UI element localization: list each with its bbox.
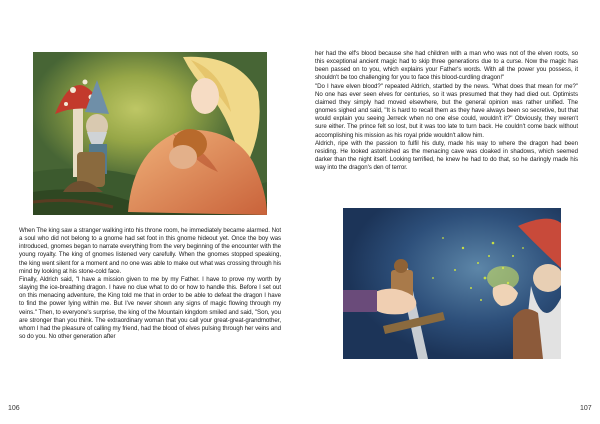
right-illustration <box>343 208 561 359</box>
gnome-and-elf-woman-illustration <box>33 52 267 215</box>
paragraph: When The king saw a stranger walking into his throne room, he immediately became alarmed. Not a soul who did not belong to a gnome had set foot in this gnome hideout yet. Once the boy was introduced, gnomes began to narrate everything from the very beginning of the encounter with the young royalty. The king of gnomes listened very carefully. When the gnomes stopped speaking, the king went silent for a moment and no one was able to make out what was crossing through his mind by looking at his stone-cold face. <box>19 227 281 275</box>
paragraph: her had the elf's blood because she had children with a man who was not of the elven roots, so this exceptional ancient magic had to skip three generations due to a curse. Now the magic has been passed on to you, which explains your Father's words. With all the power you possess, it shouldn't be too challenging for you to face this blood-curdling dragon!" <box>315 50 578 82</box>
paragraph: Aldrich, ripe with the passion to fulfil his duty, made his way to where the dragon had been residing. He looked astonished as the menacing cave was cloaked in shadows, which seemed darker than the night itself. Looking terrified, he knew he had to do that, so he daringly made his way into the dragon's den of terror. <box>315 139 578 172</box>
left-page-text <box>19 227 281 341</box>
page-number-right: 107 <box>580 405 592 412</box>
sword-and-magic-sparkles-illustration <box>343 208 561 359</box>
left-illustration <box>33 52 267 215</box>
page-number-left: 106 <box>8 405 20 412</box>
right-page <box>300 0 600 424</box>
paragraph: "Do I have elven blood?" repeated Aldrich, startled by the news. "What does that mean for me?" No one has ever seen elves for centuries, so it was presumed that they had died out. Optimists claimed they simply had moved elsewhere, but the general opinion was rather unified. The gnomes sighed and said, "It is hard to recall them as they have always been so secretive, but that would explain you seeing Jerreck when no one else could, wouldn't it?" Obviously, they weren't sure either. The prince felt so lost, but it was too late to turn back. He couldn't come back without accomplishing his mission as his royal pride wouldn't allow him. <box>315 82 578 139</box>
right-page-text <box>315 50 578 172</box>
paragraph: Finally, Aldrich said, "I have a mission given to me by my Father. I have to prove my worth by slaying the ice-breathing dragon. I have no clue what to do or how to handle this. Before I set out on this menacing adventure, the King told me that in order to be able to defeat the dragon I have to find the power lying within me. But I've never shown any signs of magic flowing through my veins." Then, to everyone's surprise, the king of the Mountain kingdom smiled and said, "Son, you are stronger than you think. The extraordinary woman that you call your great-great-grandmother, whom I had the pleasure of calling my friend, had the blood of elves pulsing through her veins and so do you. No other generation after <box>19 275 281 341</box>
